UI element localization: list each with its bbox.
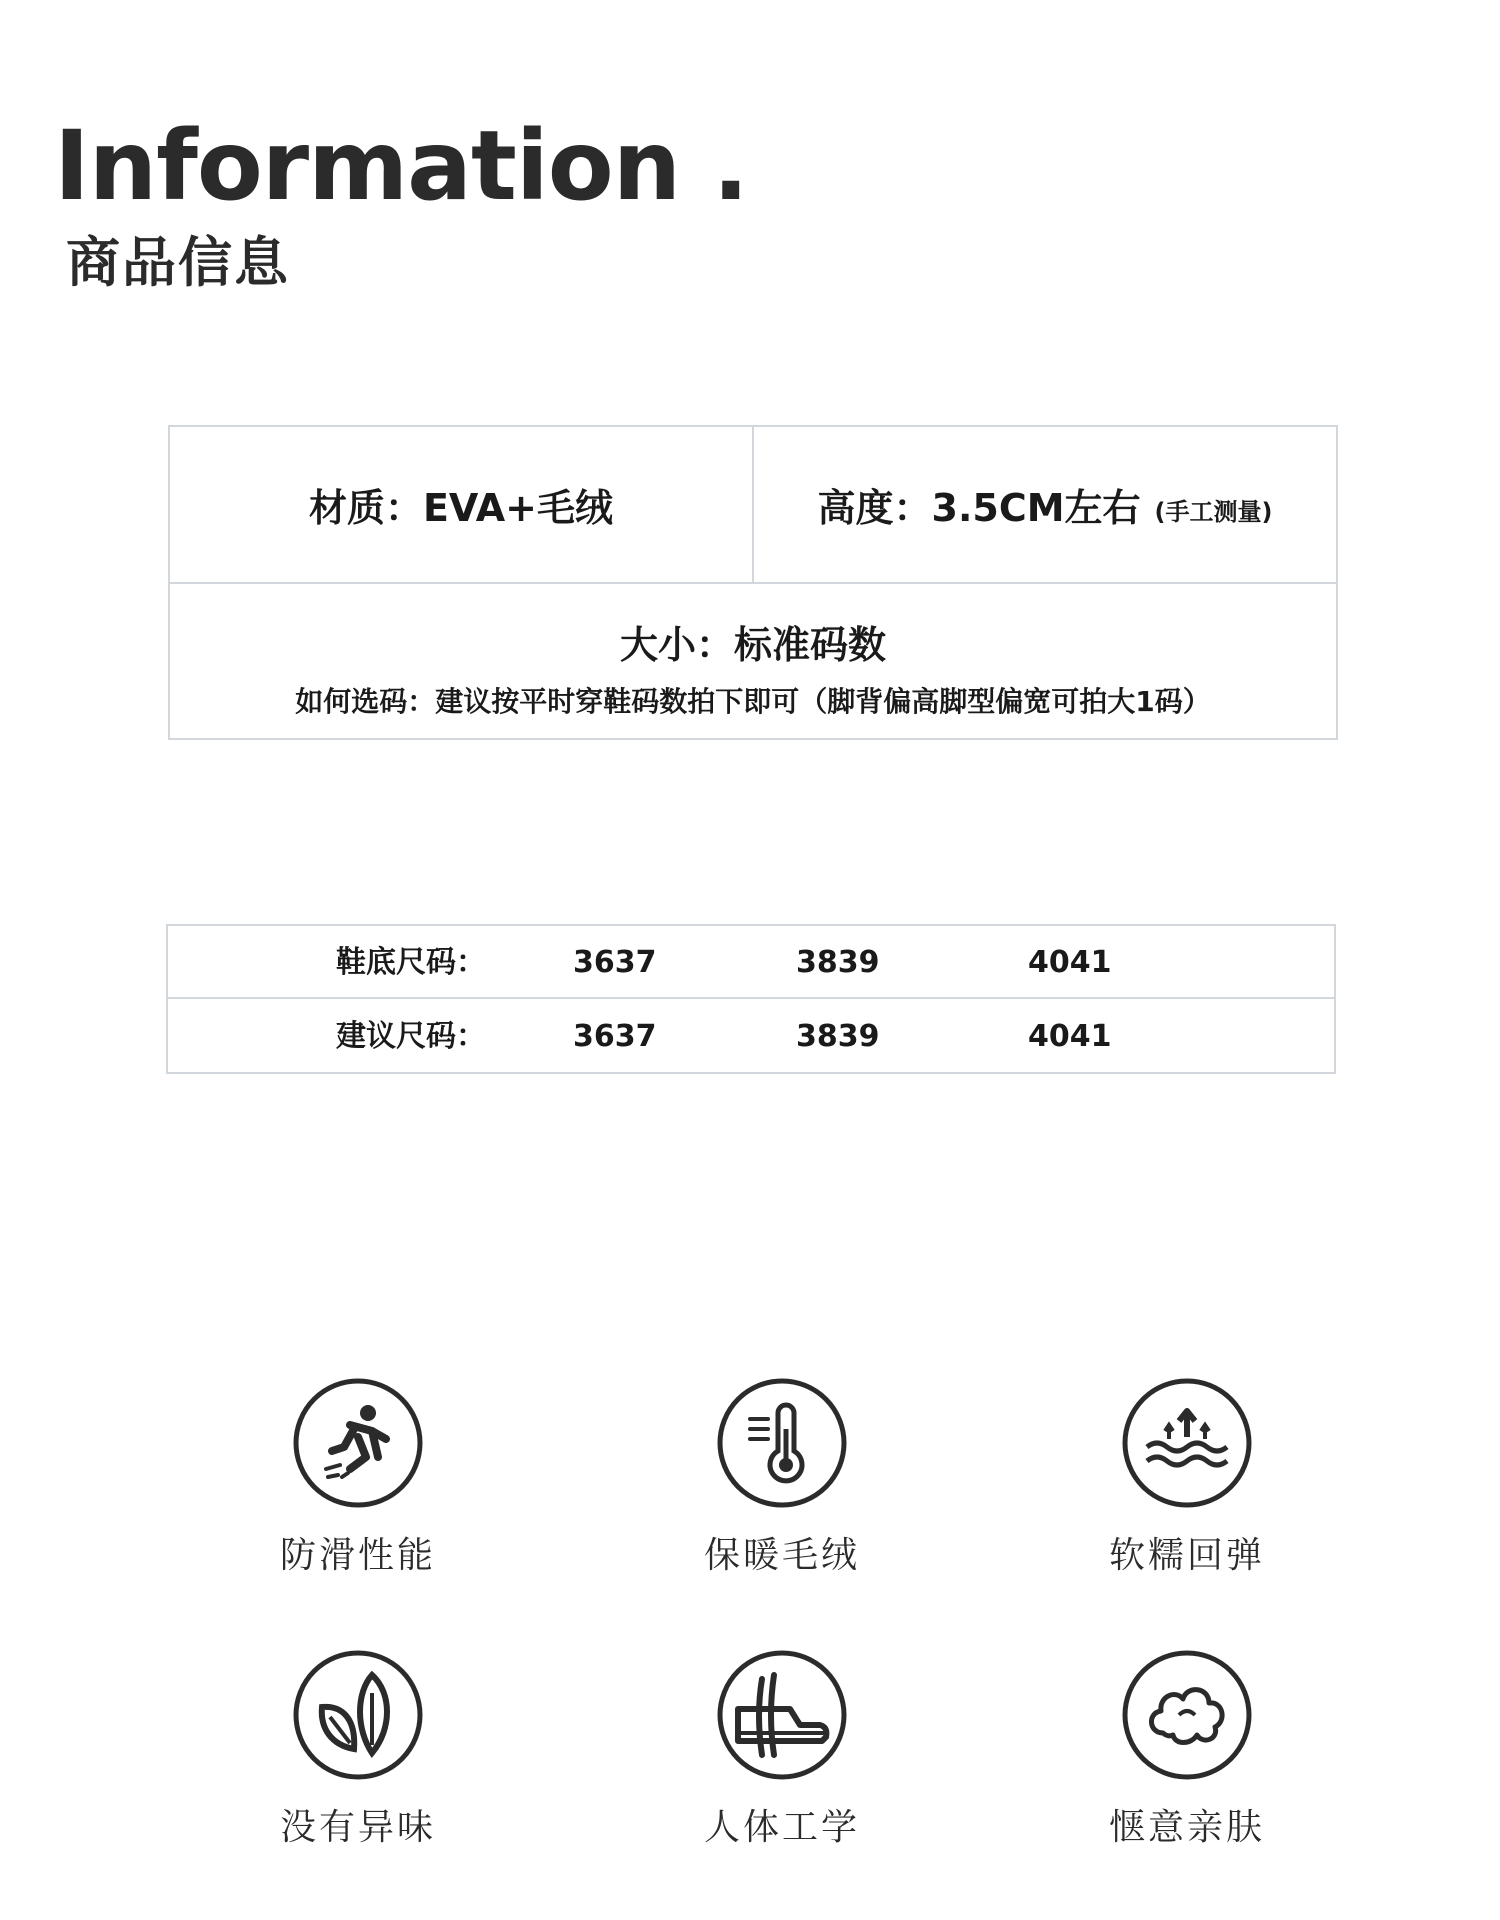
cotton-cloud-icon — [1121, 1649, 1253, 1781]
height-text: 高度：3.5CM左右 — [817, 486, 1141, 530]
ergonomic-shoe-icon — [716, 1649, 848, 1781]
anti-slip-icon — [292, 1377, 424, 1509]
size-title: 大小：标准码数 — [619, 623, 886, 667]
size-info-row — [170, 584, 1336, 738]
thermometer-icon — [716, 1377, 848, 1509]
feature-label: 人体工学 — [703, 1807, 860, 1848]
page-subtitle: 商品信息 — [66, 231, 290, 294]
material-text: 材质：EVA+毛绒 — [308, 486, 614, 530]
feature-ergonomic — [652, 1649, 912, 1850]
feature-label: 惬意亲肤 — [1108, 1807, 1265, 1848]
row-label: 建议尺码： — [336, 1019, 486, 1054]
height-cell — [754, 427, 1336, 582]
size-value: 3839 — [796, 1019, 880, 1054]
page-title: Information . — [54, 110, 748, 222]
product-info-table — [168, 425, 1338, 740]
height-note: (手工测量) — [1154, 498, 1273, 526]
feature-label: 防滑性能 — [279, 1535, 436, 1576]
size-value: 3637 — [573, 945, 657, 980]
feature-skin-friendly — [1057, 1649, 1317, 1850]
feature-warm-plush — [652, 1377, 912, 1578]
size-tip: 如何选码：建议按平时穿鞋码数拍下即可（脚背偏高脚型偏宽可拍大1码） — [295, 685, 1211, 718]
table-row — [168, 1000, 1334, 1073]
feature-label: 软糯回弹 — [1108, 1535, 1265, 1576]
size-value: 3637 — [573, 1019, 657, 1054]
size-value: 3839 — [796, 945, 880, 980]
size-value: 4041 — [1028, 1019, 1112, 1054]
row-label: 鞋底尺码： — [336, 945, 486, 980]
rebound-icon — [1121, 1377, 1253, 1509]
table-row — [168, 926, 1334, 999]
size-chart-table — [166, 924, 1336, 1074]
feature-soft-rebound — [1057, 1377, 1317, 1578]
feature-no-odor — [228, 1649, 488, 1850]
feature-label: 没有异味 — [279, 1807, 436, 1848]
leaf-icon — [292, 1649, 424, 1781]
feature-anti-slip — [228, 1377, 488, 1578]
info-row — [170, 427, 1336, 584]
material-cell — [170, 427, 754, 582]
feature-label: 保暖毛绒 — [703, 1535, 860, 1576]
size-value: 4041 — [1028, 945, 1112, 980]
